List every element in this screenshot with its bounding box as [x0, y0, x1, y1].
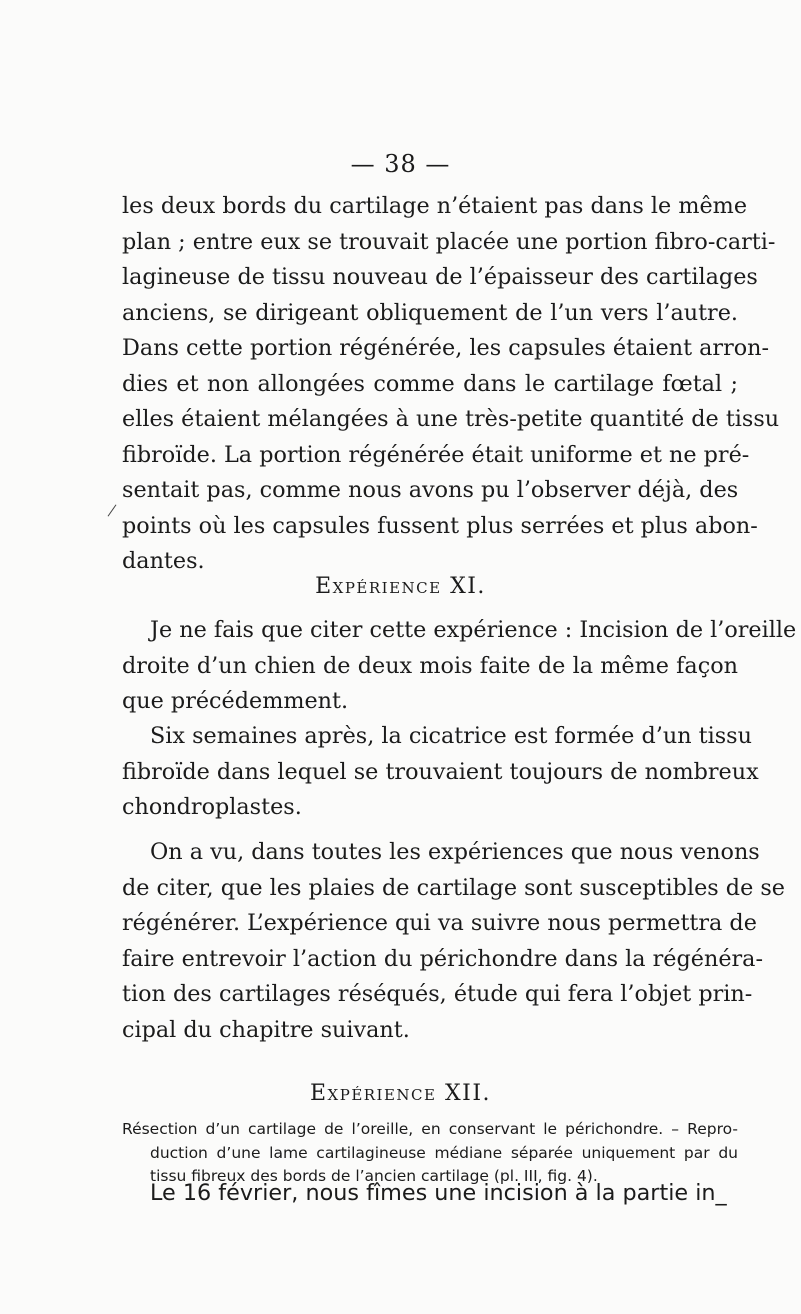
text-line: tissu fibreux des bords de l’ancien cartilage (pl. III, fig. 4).	[150, 1167, 598, 1185]
text-line: Six semaines après, la cicatrice est formée d’un tissu	[150, 723, 752, 749]
text-line: points où les capsules fussent plus serrées et plus abon-	[122, 512, 758, 539]
text-line: dantes.	[122, 548, 205, 574]
text-line: fibroïde. La portion régénérée était uniforme et ne pré-	[122, 441, 750, 468]
text-line: plan ; entre eux se trouvait placée une portion fibro-carti-	[122, 228, 776, 255]
text-line: duction d’une lame cartilagineuse médiane séparée uniquement par du	[150, 1143, 738, 1162]
text-line: lagineuse de tissu nouveau de l’épaisseur des cartilages	[122, 264, 758, 290]
paragraph-1	[122, 189, 780, 580]
text-line: fibroïde dans lequel se trouvaient toujours de nombreux	[122, 758, 759, 785]
text-line: cipal du chapitre suivant.	[122, 1016, 410, 1043]
experiment-summary	[122, 1118, 738, 1189]
text-line: Dans cette portion régénérée, les capsules étaient arron-	[122, 335, 770, 361]
text-line: faire entrevoir l’action du périchondre dans la régénéra-	[122, 945, 764, 972]
text-line: que précédemment.	[122, 688, 349, 714]
text-line: chondroplastes.	[122, 794, 302, 820]
text-line: dies et non allongées comme dans le cartilage fœtal ;	[122, 370, 738, 397]
text-line: sentait pas, comme nous avons pu l’observer déjà, des	[122, 477, 739, 503]
text-line: les deux bords du cartilage n’étaient pas dans le même	[122, 193, 748, 219]
paragraph-3	[122, 719, 759, 826]
section-heading: Expérience XII.	[309, 1081, 492, 1106]
final-line: Le 16 février, nous fîmes une incision à la partie in_	[150, 1180, 727, 1206]
text-line: tion des cartilages réséqués, étude qui fera l’objet prin-	[122, 981, 753, 1007]
text-line: de citer, que les plaies de cartilage sont susceptibles de se	[122, 874, 785, 901]
text-line: droite d’un chien de deux mois faite de la même façon	[122, 652, 738, 679]
page-number: — 38 —	[350, 150, 451, 178]
text-line: Je ne fais que citer cette expérience : Incision de l’oreille	[150, 617, 797, 643]
text-line: elles étaient mélangées à une très-petite quantité de tissu	[122, 406, 780, 432]
text-line: anciens, se dirigeant obliquement de l’un vers l’autre.	[122, 299, 738, 326]
section-heading: Expérience XI.	[315, 574, 486, 599]
paragraph-2	[122, 613, 797, 720]
paragraph-4	[122, 835, 785, 1048]
margin-mark	[108, 504, 117, 516]
text-line: On a vu, dans toutes les expériences que nous venons	[150, 839, 760, 865]
text-line: Résection d’un cartilage de l’oreille, en conservant le périchondre. – Repro-	[122, 1120, 738, 1138]
text-line: régénérer. L’expérience qui va suivre nous permettra de	[122, 910, 757, 936]
